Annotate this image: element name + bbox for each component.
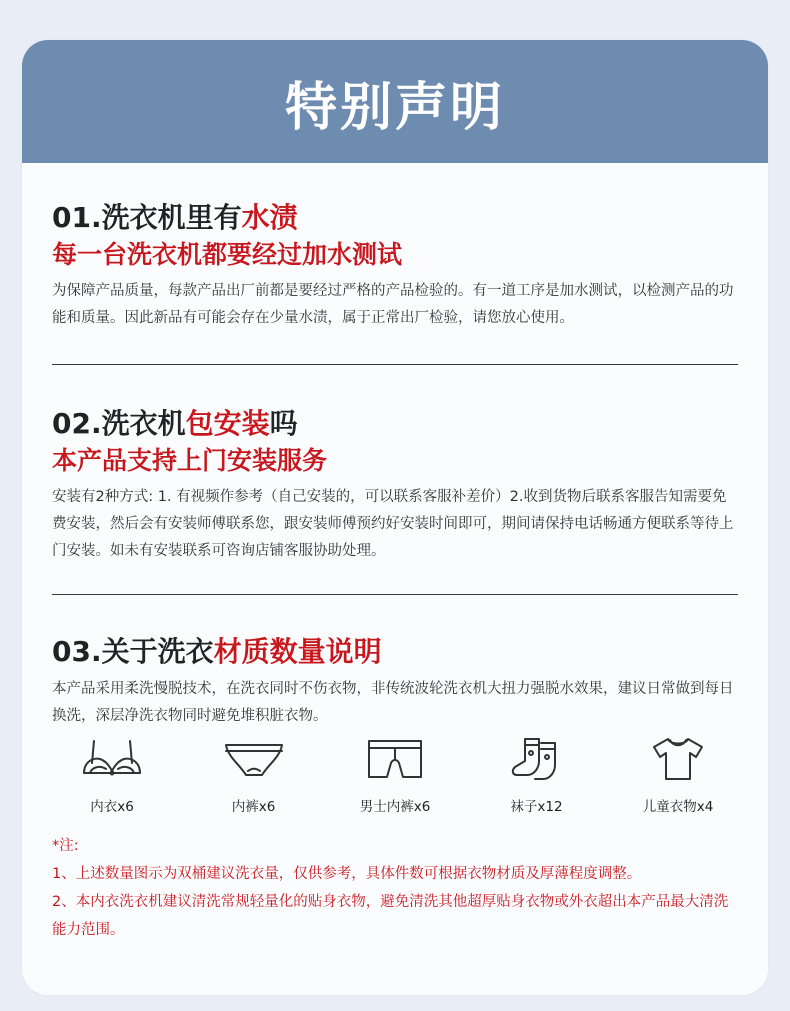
heading-highlight: 包安装: [185, 407, 270, 440]
garment-label: 内裤x6: [231, 799, 276, 815]
section-body: 本产品采用柔洗慢脱技术，在洗衣同时不伤衣物，非传统波轮洗衣机大扭力强脱水效果，建议日常做到每日换洗，深层净洗衣物同时避免堆积脏衣物。: [52, 681, 734, 724]
section-heading: [52, 634, 740, 670]
kids-tshirt-icon: [646, 735, 710, 783]
garment-item: [52, 735, 172, 815]
note-line: 1、上述数量图示为双桶建议洗衣量，仅供参考，具体件数可根据衣物材质及厚薄程度调整。: [52, 866, 642, 882]
panties-icon: [222, 735, 286, 783]
heading-suffix: 吗: [269, 407, 298, 440]
section-water-stains: [52, 200, 740, 332]
garment-label: 儿童衣物x4: [642, 799, 714, 815]
section-heading: [52, 406, 740, 442]
socks-icon: [505, 735, 569, 783]
garment-label: 男士内裤x6: [359, 799, 431, 815]
divider: [52, 364, 738, 365]
heading-text: 03.关于洗衣: [52, 635, 214, 668]
garment-item: [618, 735, 738, 815]
garment-capacity-row: [52, 735, 738, 815]
title-banner: [22, 40, 768, 163]
heading-highlight: 材质数量说明: [213, 635, 382, 668]
section-heading: [52, 200, 740, 236]
section-subheading: 每一台洗衣机都要经过加水测试: [52, 240, 403, 269]
section-installation: [52, 406, 740, 565]
bra-icon: [80, 735, 144, 783]
garment-label: 袜子x12: [510, 799, 563, 815]
notes-title: *注:: [52, 838, 79, 854]
boxer-briefs-icon: [363, 735, 427, 783]
heading-text: 02.洗衣机: [52, 407, 186, 440]
notes-block: [52, 832, 742, 944]
section-body: 为保障产品质量，每款产品出厂前都是要经过严格的产品检验的。有一道工序是加水测试，以检测产品的功能和质量。因此新品有可能会存在少量水渍，属于正常出厂检验，请您放心使用。: [52, 283, 734, 326]
garment-item: [335, 735, 455, 815]
heading-text: 01.洗衣机里有: [52, 201, 242, 234]
divider: [52, 594, 738, 595]
statement-card: [22, 40, 768, 995]
garment-item: [477, 735, 597, 815]
section-subheading: 本产品支持上门安装服务: [52, 446, 328, 475]
garment-label: 内衣x6: [90, 799, 134, 815]
section-body: 安装有2种方式: 1. 有视频作参考（自己安装的，可以联系客服补差价）2.收到货物后联系客服告知需要免费安装，然后会有安装师傅联系您，跟安装师傅预约好安装时间即可，期间请保持电话畅通方便联系等待上门安装。如未有安装联系可咨询店铺客服协助处理。: [52, 489, 734, 559]
heading-highlight: 水渍: [241, 201, 298, 234]
page-title: 特别声明: [284, 78, 505, 138]
section-materials: [52, 634, 740, 730]
note-line: 2、本内衣洗衣机建议清洗常规轻量化的贴身衣物，避免清洗其他超厚贴身衣物或外衣超出本产品最大清洗能力范围。: [52, 894, 729, 938]
garment-item: [194, 735, 314, 815]
